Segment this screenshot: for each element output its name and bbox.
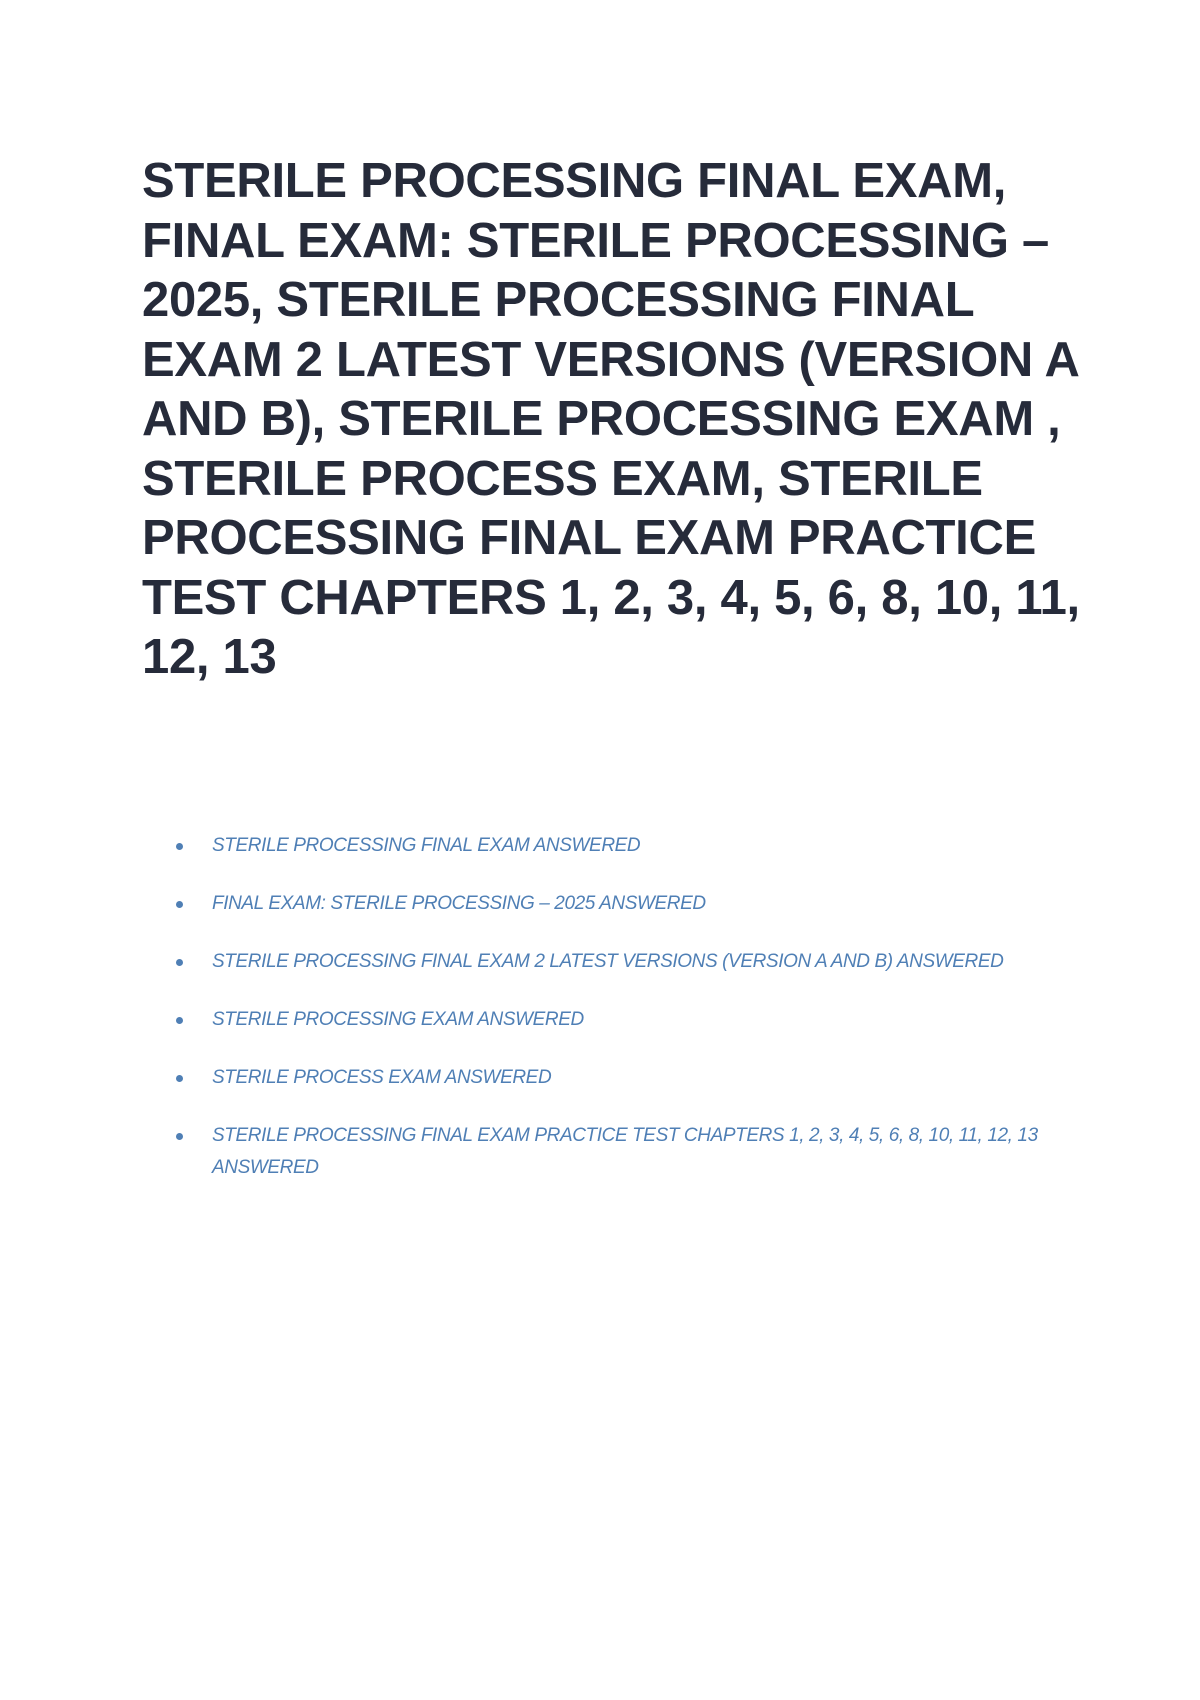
list-item-label: STERILE PROCESSING FINAL EXAM 2 LATEST VERSIONS (VERSION A AND B) ANSWERED — [212, 951, 1004, 972]
document-title — [142, 152, 1082, 688]
title-line: AND B), STERILE PROCESSING EXAM , — [142, 392, 1061, 446]
list-item[interactable] — [176, 1062, 1076, 1094]
list-item-label: STERILE PROCESS EXAM ANSWERED — [212, 1067, 552, 1088]
bullet-icon — [176, 901, 183, 908]
bullet-icon — [176, 1075, 183, 1082]
title-line: FINAL EXAM: STERILE PROCESSING – — [142, 213, 1049, 268]
list-item-label: STERILE PROCESSING FINAL EXAM ANSWERED — [212, 835, 641, 856]
bullet-icon — [176, 1017, 183, 1024]
title-line: PROCESSING FINAL EXAM PRACTICE — [142, 511, 1036, 565]
bullet-icon — [176, 959, 183, 966]
list-item-label: STERILE PROCESSING FINAL EXAM PRACTICE TEST CHAPTERS 1, 2, 3, 4, 5, 6, 8, 10, 11, 12, 13 ANSWERED — [212, 1125, 1038, 1178]
list-item-label: FINAL EXAM: STERILE PROCESSING – 2025 ANSWERED — [212, 893, 706, 914]
list-item[interactable] — [176, 1004, 1076, 1036]
bullet-icon — [176, 843, 183, 850]
title-line: 2025, STERILE PROCESSING FINAL — [142, 273, 975, 327]
list-item[interactable] — [176, 830, 1076, 862]
list-item[interactable] — [176, 888, 1076, 920]
title-line: EXAM 2 LATEST VERSIONS (VERSION A — [142, 332, 1080, 387]
list-item[interactable] — [176, 946, 1076, 978]
title-line: STERILE PROCESS EXAM, STERILE — [142, 451, 983, 506]
title-line: 12, 13 — [142, 630, 277, 684]
list-item[interactable] — [176, 1120, 1076, 1184]
bullet-icon — [176, 1133, 183, 1140]
contents-list — [176, 830, 1076, 1210]
title-line: TEST CHAPTERS 1, 2, 3, 4, 5, 6, 8, 10, 11, — [142, 570, 1080, 625]
title-line: STERILE PROCESSING FINAL EXAM, — [142, 154, 1007, 208]
list-item-label: STERILE PROCESSING EXAM ANSWERED — [212, 1009, 584, 1030]
